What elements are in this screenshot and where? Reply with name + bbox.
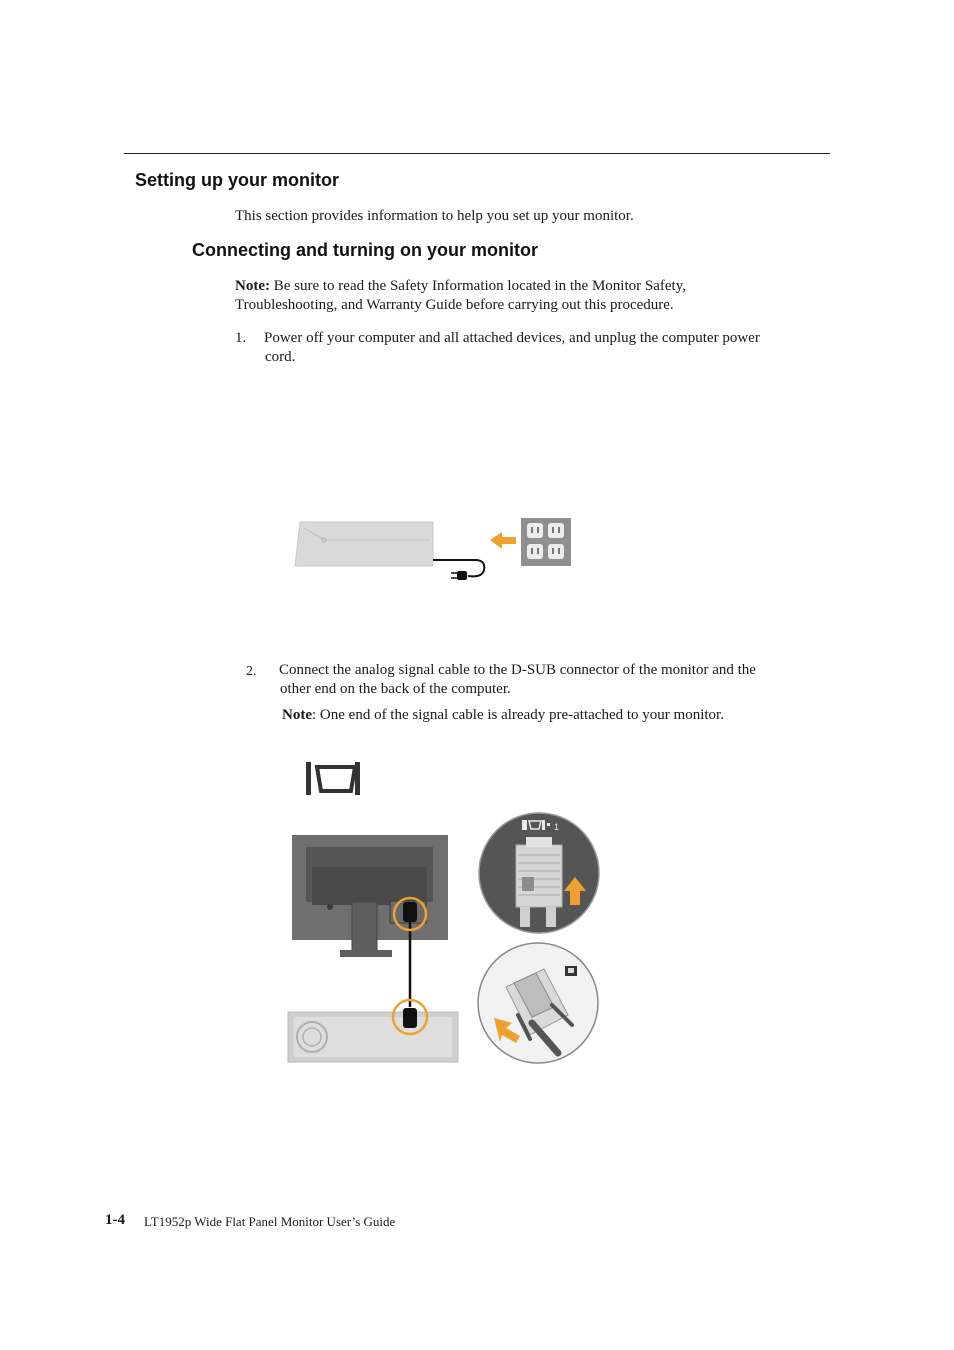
note-label: Note: <box>235 278 270 294</box>
note-text-line1: Be sure to read the Safety Information located in the Monitor Safety, <box>269 278 686 294</box>
note-safety <box>235 277 795 315</box>
step-number-1: 1. <box>235 330 247 346</box>
power-plug-icon <box>451 571 467 580</box>
step-1-line1: Power off your computer and all attached devices, and unplug the computer power <box>264 330 760 346</box>
connect-signal-cable-figure <box>282 755 612 1070</box>
step-1-line2: cord. <box>265 349 296 365</box>
step-text-2 <box>279 661 824 699</box>
note-signal-cable <box>282 706 822 725</box>
footer-page-number: 1-4 <box>105 1212 125 1228</box>
connector-closeup-top <box>479 813 599 933</box>
wall-outlet-image <box>521 518 571 566</box>
step-text-1 <box>264 329 834 367</box>
unplug-power-figure <box>290 510 580 590</box>
computer-case-image <box>295 522 433 566</box>
subsection-title: Connecting and turning on your monitor <box>192 240 538 260</box>
note2-text: : One end of the signal cable is already pre-attached to your monitor. <box>312 707 724 723</box>
note-text-line2: Troubleshooting, and Warranty Guide before carrying out this procedure. <box>235 297 674 313</box>
step-number-2: 2. <box>246 664 257 679</box>
connector-closeup-bottom <box>478 943 598 1063</box>
step-2-line1: Connect the analog signal cable to the D-SUB connector of the monitor and the <box>279 662 756 678</box>
header-rule <box>124 153 830 154</box>
step-2-line2: other end on the back of the computer. <box>280 681 511 697</box>
footer-guide-title: LT1952p Wide Flat Panel Monitor User’s Guide <box>144 1214 396 1229</box>
monitor-back-image <box>292 835 448 957</box>
vga-port-icon <box>306 762 360 795</box>
intro-text: This section provides information to help you set up your monitor. <box>235 208 634 224</box>
svg-text:1: 1 <box>554 822 560 832</box>
section-title: Setting up your monitor <box>135 170 339 190</box>
computer-back-image <box>288 1012 458 1062</box>
signal-cable-image <box>403 902 417 1028</box>
arrow-left-icon <box>490 532 516 549</box>
note2-label: Note <box>282 707 312 723</box>
